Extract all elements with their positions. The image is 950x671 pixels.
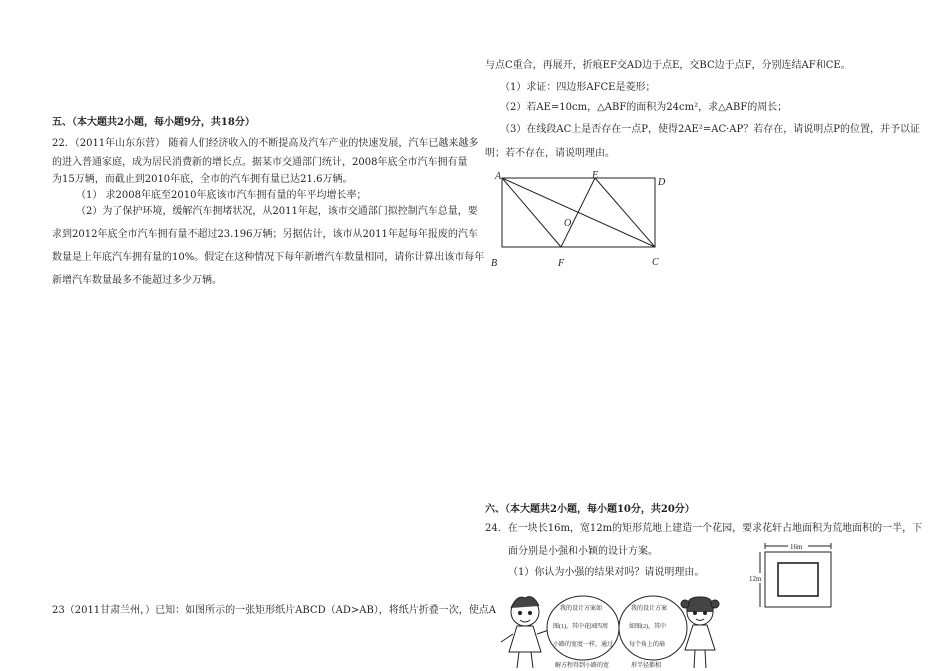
right-bubble-line2: 如图(2)，其中: [629, 624, 666, 630]
q22-line2: 的进入普通家庭，成为居民消费新的增长点。据某市交通部门统计，2008年底全市汽车拥有量: [52, 157, 468, 168]
section5-heading: 五、（本大题共2小题，每小题9分，共18分）: [52, 117, 255, 128]
left-bubble-line3: 小路的宽度一样，通过: [553, 642, 614, 648]
label-a: A: [495, 171, 502, 182]
left-bubble-line2: 图(1)，其中花园四周: [553, 624, 608, 630]
width-label: 16m: [790, 543, 803, 551]
segment-ec: [595, 178, 655, 247]
q22-part1: （1） 求2008年底至2010年底该市汽车拥有量的年平均增长率；: [76, 190, 367, 201]
right-bubble-line4: 形半径都相: [631, 663, 662, 669]
label-e: E: [592, 170, 599, 181]
segment-af: [502, 178, 561, 247]
q22-part2-line2: 求到2012年底全市汽车拥有量不超过23.196万辆；另据估计，该市从2011年起每年报废的汽车: [52, 229, 478, 240]
q23-part2: （2）若AE=10cm，△ABF的面积为24cm²，求△ABF的周长；: [500, 102, 788, 113]
q23-part3-line1: （3）在线段AC上是否存在一点P，使得2AE²=AC·AP？若存在，请说明点P的位置，并予以证: [500, 124, 920, 135]
left-bubble-line4: 解方程得到小路的宽: [555, 663, 610, 669]
segment-ef: [561, 178, 595, 247]
q24-line2: 面分别是小强和小颖的设计方案。: [508, 546, 658, 557]
q23-continuation: 与点C重合，再展开，折痕EF交AD边于点E，交BC边于点F，分别连结AF和CE。: [485, 60, 851, 71]
q24-line1: 24．在一块长16m，宽12m的矩形荒地上建造一个花园，要求花轩占地面积为荒地面积的一半，下: [485, 523, 923, 534]
right-bubble-line1: 我的设计方案: [631, 606, 668, 612]
q22-part2-line4: 新增汽车数量最多不能超过多少万辆。: [52, 275, 222, 286]
boy-character-icon: [501, 597, 549, 668]
q22-line1: 22．（2011年山东东营） 随着人们经济收入的不断提高及汽车产业的快速发展，汽车已越来越多: [52, 138, 479, 149]
label-d: D: [658, 177, 666, 188]
q22-line3: 为15万辆，而截止到2010年底，全市的汽车拥有量已达21.6万辆。: [52, 174, 353, 185]
q22-part2-line1: （2）为了保护环境，缓解汽车拥堵状况，从2011年起，该市交通部门拟控制汽车总量，要: [76, 206, 478, 217]
left-bubble-line1: 我的设计方案如: [560, 606, 603, 612]
q23-part3-line2: 明；若不存在，请说明理由。: [485, 148, 615, 159]
garden-diagram: [748, 540, 838, 612]
q22-part2-line3: 数量是上年底汽车拥有量的10%。假定在这种情况下每年新增汽车数量相同，请你计算出该市每年: [52, 252, 485, 263]
q23-line1: 23（2011甘肃兰州，）已知：如图所示的一张矩形纸片ABCD（AD>AB），将纸片折叠一次，使点A: [52, 605, 497, 616]
q23-part1: （1）求证：四边形AFCE是菱形；: [500, 82, 656, 93]
label-c: C: [652, 257, 659, 268]
right-bubble-line3: 每个角上的扇: [629, 642, 666, 648]
wasteland-rectangle: [765, 552, 831, 607]
q24-part1: （1）你认为小强的结果对吗？请说明理由。: [508, 567, 705, 578]
label-o: O: [564, 218, 572, 229]
label-b: B: [491, 258, 498, 269]
design-plans-illustration: [495, 590, 720, 671]
garden-rectangle: [778, 563, 818, 596]
label-f: F: [558, 258, 565, 269]
rectangle-fold-figure: [485, 166, 700, 270]
height-label: 12m: [749, 575, 762, 583]
section6-heading: 六、（本大题共2小题，每小题10分，共20分）: [485, 504, 695, 515]
